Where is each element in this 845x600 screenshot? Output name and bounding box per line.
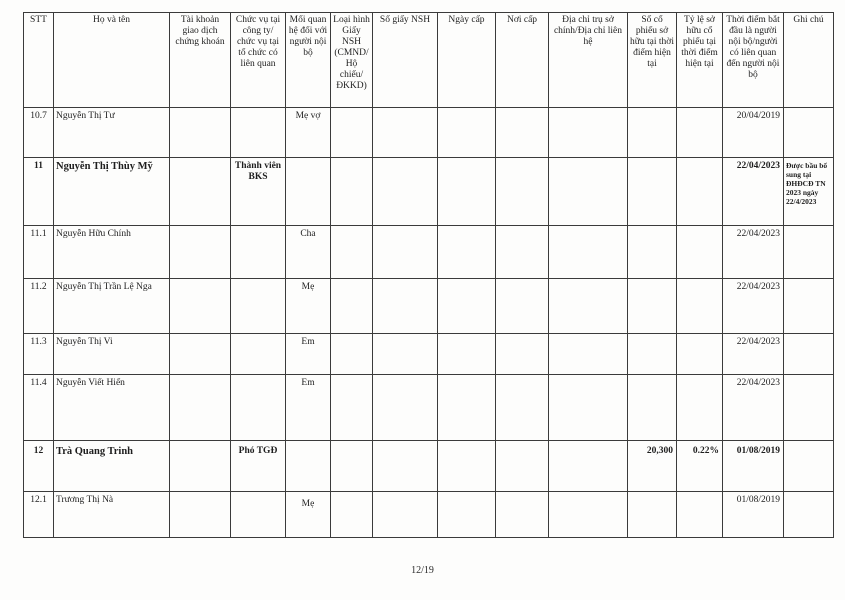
cell-address [549, 375, 628, 441]
cell-shares [628, 108, 677, 158]
cell-start-date: 20/04/2019 [723, 108, 784, 158]
cell-issue-place [496, 158, 549, 226]
cell-ratio [677, 226, 723, 279]
cell-start-date: 22/04/2023 [723, 226, 784, 279]
cell-issue-place [496, 492, 549, 538]
cell-ratio [677, 492, 723, 538]
cell-position [231, 108, 286, 158]
cell-name: Nguyễn Viết Hiển [54, 375, 170, 441]
cell-id-number [373, 334, 438, 375]
cell-position [231, 279, 286, 334]
header-issue-date: Ngày cấp [438, 13, 496, 108]
cell-id-type [331, 441, 373, 492]
cell-issue-date [438, 158, 496, 226]
cell-account [170, 334, 231, 375]
cell-account [170, 158, 231, 226]
table-row [24, 226, 834, 279]
cell-account [170, 226, 231, 279]
cell-id-type [331, 108, 373, 158]
cell-stt: 12.1 [24, 492, 54, 538]
cell-relation: Em [286, 334, 331, 375]
cell-relation [286, 158, 331, 226]
cell-address [549, 108, 628, 158]
header-stt: STT [24, 13, 54, 108]
cell-start-date: 01/08/2019 [723, 441, 784, 492]
cell-stt: 12 [24, 441, 54, 492]
cell-position: Thành viên BKS [231, 158, 286, 226]
cell-note [784, 492, 834, 538]
header-note: Ghi chú [784, 13, 834, 108]
cell-position [231, 492, 286, 538]
table-row [24, 334, 834, 375]
header-account: Tài khoản giao dịch chứng khoán [170, 13, 231, 108]
cell-id-type [331, 334, 373, 375]
cell-address [549, 334, 628, 375]
cell-id-number [373, 158, 438, 226]
cell-shares [628, 158, 677, 226]
table-row [24, 492, 834, 538]
cell-position [231, 334, 286, 375]
cell-issue-date [438, 334, 496, 375]
cell-relation: Mẹ [286, 492, 331, 538]
cell-issue-date [438, 279, 496, 334]
cell-address [549, 158, 628, 226]
table-row [24, 158, 834, 226]
page-number: 12/19 [411, 565, 434, 576]
cell-stt: 10.7 [24, 108, 54, 158]
cell-ratio [677, 158, 723, 226]
cell-ratio [677, 375, 723, 441]
cell-id-type [331, 492, 373, 538]
cell-address [549, 226, 628, 279]
cell-issue-date [438, 108, 496, 158]
cell-note [784, 441, 834, 492]
cell-shares [628, 334, 677, 375]
cell-id-number [373, 108, 438, 158]
cell-relation: Mẹ [286, 279, 331, 334]
cell-relation [286, 441, 331, 492]
cell-note: Được bầu bổ sung tại ĐHĐCĐ TN 2023 ngày 22/4/2023 [784, 158, 834, 226]
cell-ratio [677, 334, 723, 375]
cell-issue-place [496, 108, 549, 158]
header-shares: Số cổ phiếu sở hữu tại thời điểm hiện tại [628, 13, 677, 108]
cell-name: Trà Quang Trinh [54, 441, 170, 492]
cell-note [784, 375, 834, 441]
cell-account [170, 108, 231, 158]
cell-issue-place [496, 334, 549, 375]
cell-issue-place [496, 226, 549, 279]
cell-id-number [373, 441, 438, 492]
header-start-date: Thời điểm bắt đầu là người nội bộ/người có liên quan đến người nội bộ [723, 13, 784, 108]
cell-issue-place [496, 375, 549, 441]
cell-shares [628, 226, 677, 279]
cell-start-date: 22/04/2023 [723, 158, 784, 226]
cell-account [170, 279, 231, 334]
cell-ratio: 0.22% [677, 441, 723, 492]
cell-note [784, 226, 834, 279]
table-row [24, 279, 834, 334]
cell-issue-date [438, 441, 496, 492]
cell-id-type [331, 279, 373, 334]
cell-issue-place [496, 441, 549, 492]
cell-shares [628, 375, 677, 441]
cell-stt: 11.1 [24, 226, 54, 279]
insider-table [23, 12, 834, 538]
cell-id-number [373, 492, 438, 538]
cell-position [231, 226, 286, 279]
cell-id-number [373, 226, 438, 279]
header-id-type: Loại hình Giấy NSH (CMND/ Hộ chiếu/ ĐKKD) [331, 13, 373, 108]
cell-name: Nguyễn Thị Tư [54, 108, 170, 158]
cell-account [170, 441, 231, 492]
cell-stt: 11.4 [24, 375, 54, 441]
cell-issue-place [496, 279, 549, 334]
cell-address [549, 441, 628, 492]
cell-name: Nguyễn Thị Vi [54, 334, 170, 375]
cell-issue-date [438, 226, 496, 279]
cell-address [549, 279, 628, 334]
cell-name: Nguyễn Thị Trần Lệ Nga [54, 279, 170, 334]
cell-ratio [677, 279, 723, 334]
header-address: Địa chỉ trụ sở chính/Địa chỉ liên hệ [549, 13, 628, 108]
table-row [24, 441, 834, 492]
header-position: Chức vụ tại công ty/ chức vụ tại tổ chức có liên quan [231, 13, 286, 108]
cell-issue-date [438, 492, 496, 538]
cell-account [170, 492, 231, 538]
cell-id-number [373, 375, 438, 441]
cell-note [784, 279, 834, 334]
header-relation: Mối quan hệ đối với người nội bộ [286, 13, 331, 108]
cell-note [784, 108, 834, 158]
cell-start-date: 01/08/2019 [723, 492, 784, 538]
cell-id-type [331, 158, 373, 226]
cell-id-number [373, 279, 438, 334]
header-issue-place: Nơi cấp [496, 13, 549, 108]
cell-start-date: 22/04/2023 [723, 279, 784, 334]
cell-relation: Em [286, 375, 331, 441]
table-row [24, 108, 834, 158]
cell-name: Nguyễn Hữu Chính [54, 226, 170, 279]
cell-id-type [331, 375, 373, 441]
cell-account [170, 375, 231, 441]
cell-position: Phó TGĐ [231, 441, 286, 492]
header-row [24, 13, 834, 108]
cell-stt: 11.2 [24, 279, 54, 334]
cell-address [549, 492, 628, 538]
cell-stt: 11 [24, 158, 54, 226]
header-ratio: Tỷ lệ sở hữu cổ phiếu tại thời điểm hiện tại [677, 13, 723, 108]
header-id-number: Số giấy NSH [373, 13, 438, 108]
cell-issue-date [438, 375, 496, 441]
table-row [24, 375, 834, 441]
cell-stt: 11.3 [24, 334, 54, 375]
cell-start-date: 22/04/2023 [723, 334, 784, 375]
header-name: Họ và tên [54, 13, 170, 108]
cell-relation: Mẹ vợ [286, 108, 331, 158]
cell-note [784, 334, 834, 375]
cell-name: Trương Thị Nà [54, 492, 170, 538]
cell-ratio [677, 108, 723, 158]
cell-shares [628, 279, 677, 334]
cell-start-date: 22/04/2023 [723, 375, 784, 441]
cell-shares: 20,300 [628, 441, 677, 492]
cell-name: Nguyễn Thị Thùy Mỹ [54, 158, 170, 226]
cell-id-type [331, 226, 373, 279]
cell-shares [628, 492, 677, 538]
cell-relation: Cha [286, 226, 331, 279]
cell-position [231, 375, 286, 441]
